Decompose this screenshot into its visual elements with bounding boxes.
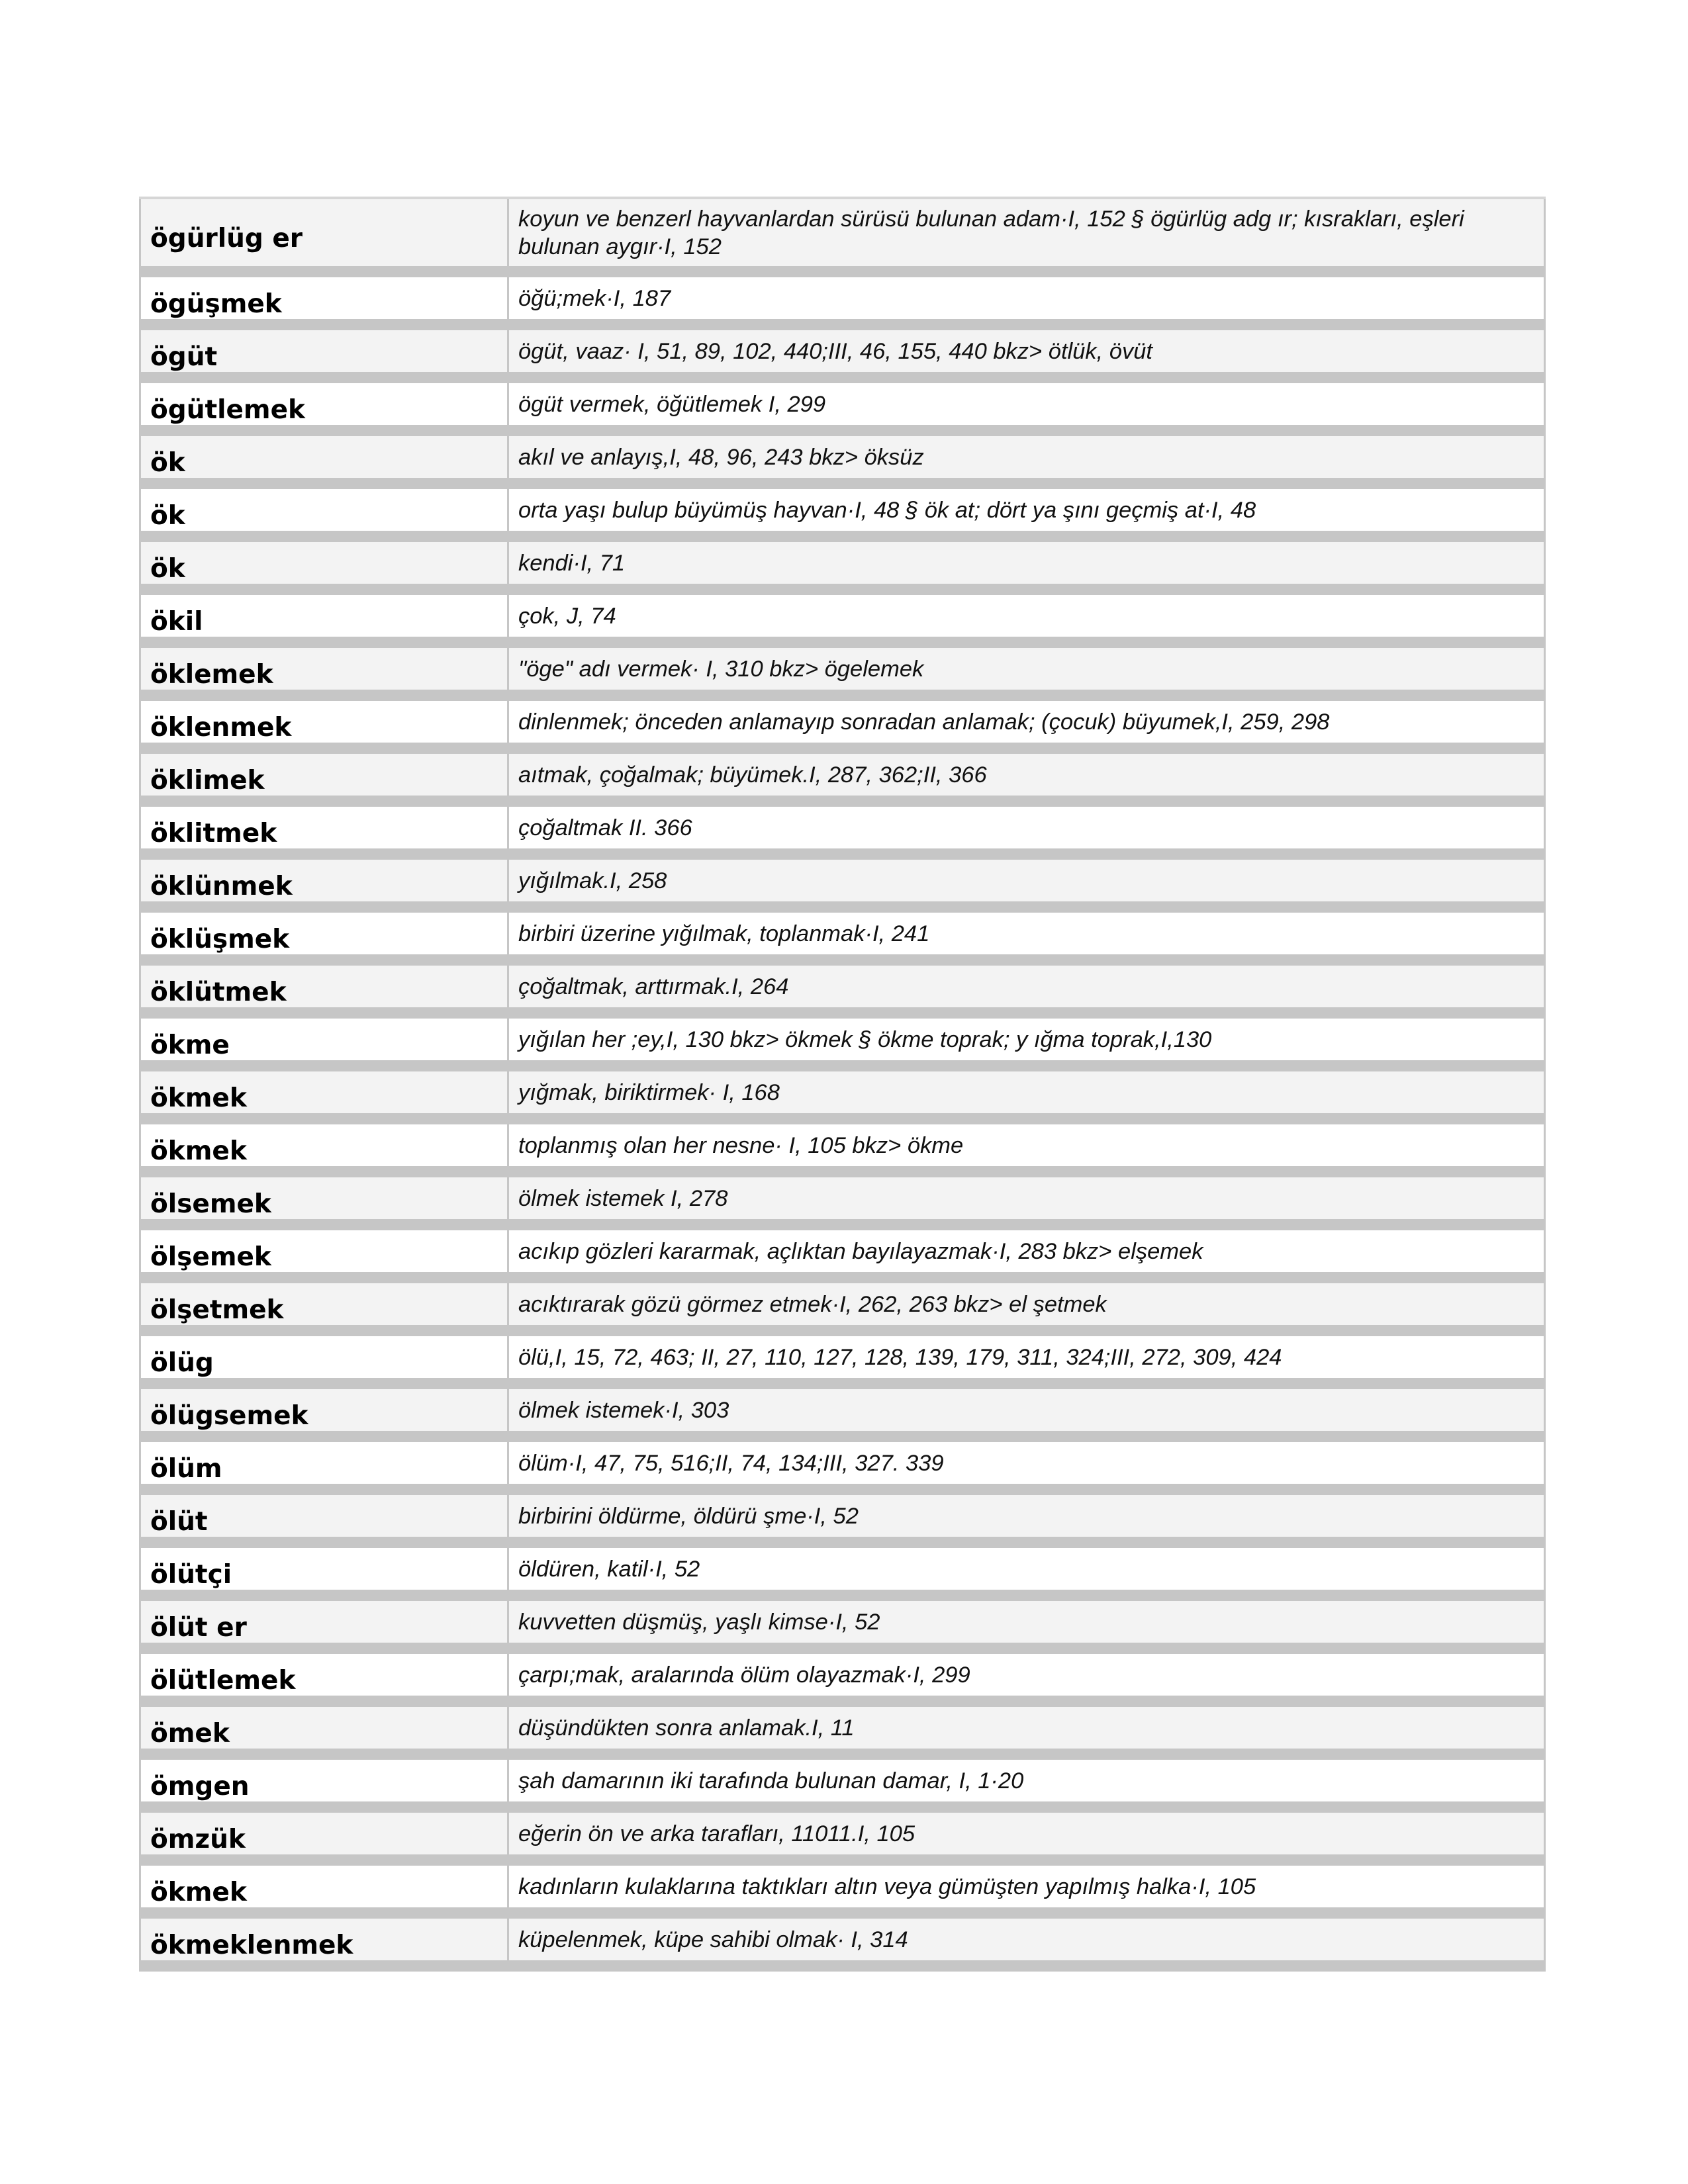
glossary-row: [140, 1649, 1545, 1702]
term-cell: [140, 1225, 508, 1278]
term-cell: [140, 1807, 508, 1860]
term-text: ölütlemek: [150, 1666, 296, 1696]
definition-text: çok, J, 74: [518, 603, 616, 629]
term-text: öklimek: [150, 766, 265, 796]
term-cell: [140, 431, 508, 484]
definition-cell: [508, 907, 1545, 960]
definition-text: eğerin ön ve arka tarafları, 11011.I, 105: [518, 1821, 915, 1846]
definition-text: acıkıp gözleri kararmak, açlıktan bayılayazmak·I, 283 bkz> elşemek: [518, 1238, 1203, 1264]
definition-text: çarpı;mak, aralarında ölüm olayazmak·I, 299: [518, 1662, 970, 1688]
term-cell: [140, 1278, 508, 1331]
definition-cell: [508, 1119, 1545, 1172]
glossary-row: [140, 1278, 1545, 1331]
glossary-body: [140, 198, 1545, 1966]
term-text: ökmek: [150, 1878, 247, 1907]
definition-text: ölü,I, 15, 72, 463; II, 27, 110, 127, 128, 139, 179, 311, 324;III, 272, 309, 424: [518, 1344, 1282, 1370]
definition-text: akıl ve anlayış,I, 48, 96, 243 bkz> öksüz: [518, 444, 924, 470]
definition-text: kendi·I, 71: [518, 550, 626, 576]
term-text: öklüşmek: [150, 925, 290, 954]
term-cell: [140, 1331, 508, 1384]
definition-cell: [508, 1543, 1545, 1596]
term-text: ökmeklenmek: [150, 1931, 353, 1960]
term-cell: [140, 1384, 508, 1437]
term-cell: [140, 854, 508, 907]
definition-cell: [508, 1172, 1545, 1225]
term-cell: [140, 537, 508, 590]
glossary-row: [140, 749, 1545, 801]
glossary-row: [140, 907, 1545, 960]
glossary-table: [139, 197, 1546, 1972]
term-text: ölüt er: [150, 1613, 247, 1643]
glossary-row: [140, 854, 1545, 907]
glossary-row: [140, 537, 1545, 590]
term-text: ölügsemek: [150, 1401, 308, 1431]
definition-cell: [508, 378, 1545, 431]
definition-cell: [508, 1331, 1545, 1384]
term-cell: [140, 1437, 508, 1490]
glossary-row: [140, 1066, 1545, 1119]
term-text: ökil: [150, 607, 203, 637]
definition-cell: [508, 1596, 1545, 1649]
definition-text: ölüm·I, 47, 75, 516;II, 74, 134;III, 327. 339: [518, 1450, 944, 1476]
glossary-row: [140, 590, 1545, 643]
definition-text: kuvvetten düşmüş, yaşlı kimse·I, 52: [518, 1609, 880, 1635]
definition-text: düşündükten sonra anlamak.I, 11: [518, 1715, 855, 1741]
term-cell: [140, 1860, 508, 1913]
term-cell: [140, 272, 508, 325]
definition-cell: [508, 198, 1545, 272]
term-text: ökmek: [150, 1136, 247, 1166]
term-text: ökme: [150, 1030, 230, 1060]
definition-cell: [508, 272, 1545, 325]
definition-cell: [508, 431, 1545, 484]
definition-text: öğü;mek·I, 187: [518, 285, 671, 311]
glossary-row: [140, 1119, 1545, 1172]
term-text: ölşemek: [150, 1242, 271, 1272]
term-text: öklemek: [150, 660, 273, 690]
term-cell: [140, 749, 508, 801]
glossary-row: [140, 484, 1545, 537]
glossary-row: [140, 1702, 1545, 1754]
term-text: ölüm: [150, 1454, 222, 1484]
term-text: ök: [150, 554, 185, 584]
definition-text: yığılan her ;ey,I, 130 bkz> ökmek § ökme toprak; y ığma toprak,I,130: [518, 1026, 1212, 1052]
term-text: ök: [150, 448, 185, 478]
glossary-row: [140, 696, 1545, 749]
term-cell: [140, 1543, 508, 1596]
term-cell: [140, 1702, 508, 1754]
glossary-row: [140, 1437, 1545, 1490]
term-cell: [140, 590, 508, 643]
definition-text: ögüt, vaaz· I, 51, 89, 102, 440;III, 46, 155, 440 bkz> ötlük, övüt: [518, 338, 1153, 364]
term-text: öklünmek: [150, 872, 293, 901]
glossary-row: [140, 1384, 1545, 1437]
definition-cell: [508, 1384, 1545, 1437]
glossary-row: [140, 1331, 1545, 1384]
definition-cell: [508, 325, 1545, 378]
glossary-row: [140, 378, 1545, 431]
term-text: ölüt: [150, 1507, 208, 1537]
glossary-row: [140, 431, 1545, 484]
term-cell: [140, 1913, 508, 1966]
term-text: ögürlüg er: [150, 224, 303, 253]
definition-cell: [508, 1913, 1545, 1966]
definition-text: toplanmış olan her nesne· I, 105 bkz> ökme: [518, 1132, 964, 1158]
term-cell: [140, 696, 508, 749]
definition-cell: [508, 696, 1545, 749]
definition-text: öldüren, katil·I, 52: [518, 1556, 700, 1582]
definition-text: şah damarının iki tarafında bulunan damar, I, 1·20: [518, 1768, 1024, 1794]
definition-cell: [508, 960, 1545, 1013]
definition-text: çoğaltmak, arttırmak.I, 264: [518, 974, 789, 999]
term-cell: [140, 960, 508, 1013]
definition-text: çoğaltmak II. 366: [518, 815, 692, 841]
term-cell: [140, 643, 508, 696]
term-cell: [140, 1119, 508, 1172]
definition-text: ögüt vermek, öğütlemek I, 299: [518, 391, 826, 417]
definition-cell: [508, 1278, 1545, 1331]
definition-text: yığılmak.I, 258: [518, 868, 667, 893]
definition-cell: [508, 1013, 1545, 1066]
term-cell: [140, 1013, 508, 1066]
glossary-row: [140, 801, 1545, 854]
definition-text: aıtmak, çoğalmak; büyümek.I, 287, 362;II, 366: [518, 762, 987, 788]
definition-text: ölmek istemek I, 278: [518, 1185, 728, 1211]
definition-cell: [508, 1437, 1545, 1490]
glossary-row: [140, 1490, 1545, 1543]
term-cell: [140, 1066, 508, 1119]
term-cell: [140, 1649, 508, 1702]
term-cell: [140, 1172, 508, 1225]
term-text: ölüg: [150, 1348, 214, 1378]
glossary-row: [140, 960, 1545, 1013]
term-text: ökmek: [150, 1083, 247, 1113]
term-text: ölşetmek: [150, 1295, 284, 1325]
definition-text: ölmek istemek·I, 303: [518, 1397, 729, 1423]
term-text: öklütmek: [150, 978, 287, 1007]
glossary-row: [140, 1913, 1545, 1966]
term-text: ögütlemek: [150, 395, 305, 425]
term-text: öklitmek: [150, 819, 277, 848]
definition-text: koyun ve benzerl hayvanlardan sürüsü bulunan adam·I, 152 § ögürlüg adg ır; kısrakları, eşleri bulunan aygır·I, 152: [518, 206, 1464, 259]
term-text: ök: [150, 501, 185, 531]
term-text: ögüt: [150, 342, 218, 372]
definition-text: orta yaşı bulup büyümüş hayvan·I, 48 § ök at; dört ya şını geçmiş at·I, 48: [518, 497, 1256, 523]
term-cell: [140, 325, 508, 378]
definition-text: birbiri üzerine yığılmak, toplanmak·I, 241: [518, 921, 930, 946]
definition-cell: [508, 854, 1545, 907]
term-cell: [140, 907, 508, 960]
glossary-row: [140, 643, 1545, 696]
term-cell: [140, 1490, 508, 1543]
definition-cell: [508, 1649, 1545, 1702]
glossary-row: [140, 1172, 1545, 1225]
glossary-row: [140, 1807, 1545, 1860]
definition-cell: [508, 590, 1545, 643]
definition-cell: [508, 1066, 1545, 1119]
term-cell: [140, 378, 508, 431]
glossary-row: [140, 1754, 1545, 1807]
glossary-row: [140, 1225, 1545, 1278]
term-text: ölsemek: [150, 1189, 271, 1219]
definition-cell: [508, 1225, 1545, 1278]
definition-cell: [508, 1702, 1545, 1754]
term-cell: [140, 1596, 508, 1649]
term-text: ögüşmek: [150, 289, 282, 319]
glossary-row: [140, 1860, 1545, 1913]
glossary-row: [140, 1596, 1545, 1649]
term-text: öklenmek: [150, 713, 292, 743]
term-cell: [140, 484, 508, 537]
term-text: ömzük: [150, 1825, 246, 1854]
term-cell: [140, 801, 508, 854]
glossary-row: [140, 1543, 1545, 1596]
definition-text: dinlenmek; önceden anlamayıp sonradan anlamak; (çocuk) büyumek,I, 259, 298: [518, 709, 1330, 735]
term-cell: [140, 198, 508, 272]
definition-text: acıktırarak gözü görmez etmek·I, 262, 263 bkz> el şetmek: [518, 1291, 1107, 1317]
term-cell: [140, 1754, 508, 1807]
definition-cell: [508, 643, 1545, 696]
definition-cell: [508, 1490, 1545, 1543]
glossary-row: [140, 325, 1545, 378]
term-text: ömek: [150, 1719, 230, 1749]
definition-cell: [508, 1754, 1545, 1807]
term-text: ömgen: [150, 1772, 250, 1801]
definition-cell: [508, 801, 1545, 854]
definition-text: "öge" adı vermek· I, 310 bkz> ögelemek: [518, 656, 924, 682]
definition-cell: [508, 749, 1545, 801]
definition-cell: [508, 1860, 1545, 1913]
term-text: ölütçi: [150, 1560, 232, 1590]
glossary-row: [140, 1013, 1545, 1066]
definition-text: birbirini öldürme, öldürü şme·I, 52: [518, 1503, 859, 1529]
definition-text: kadınların kulaklarına taktıkları altın veya gümüşten yapılmış halka·I, 105: [518, 1874, 1256, 1899]
definition-cell: [508, 1807, 1545, 1860]
definition-text: yığmak, biriktirmek· I, 168: [518, 1079, 780, 1105]
definition-text: küpelenmek, küpe sahibi olmak· I, 314: [518, 1927, 908, 1952]
glossary-row: [140, 198, 1545, 272]
definition-cell: [508, 484, 1545, 537]
definition-cell: [508, 537, 1545, 590]
glossary-row: [140, 272, 1545, 325]
